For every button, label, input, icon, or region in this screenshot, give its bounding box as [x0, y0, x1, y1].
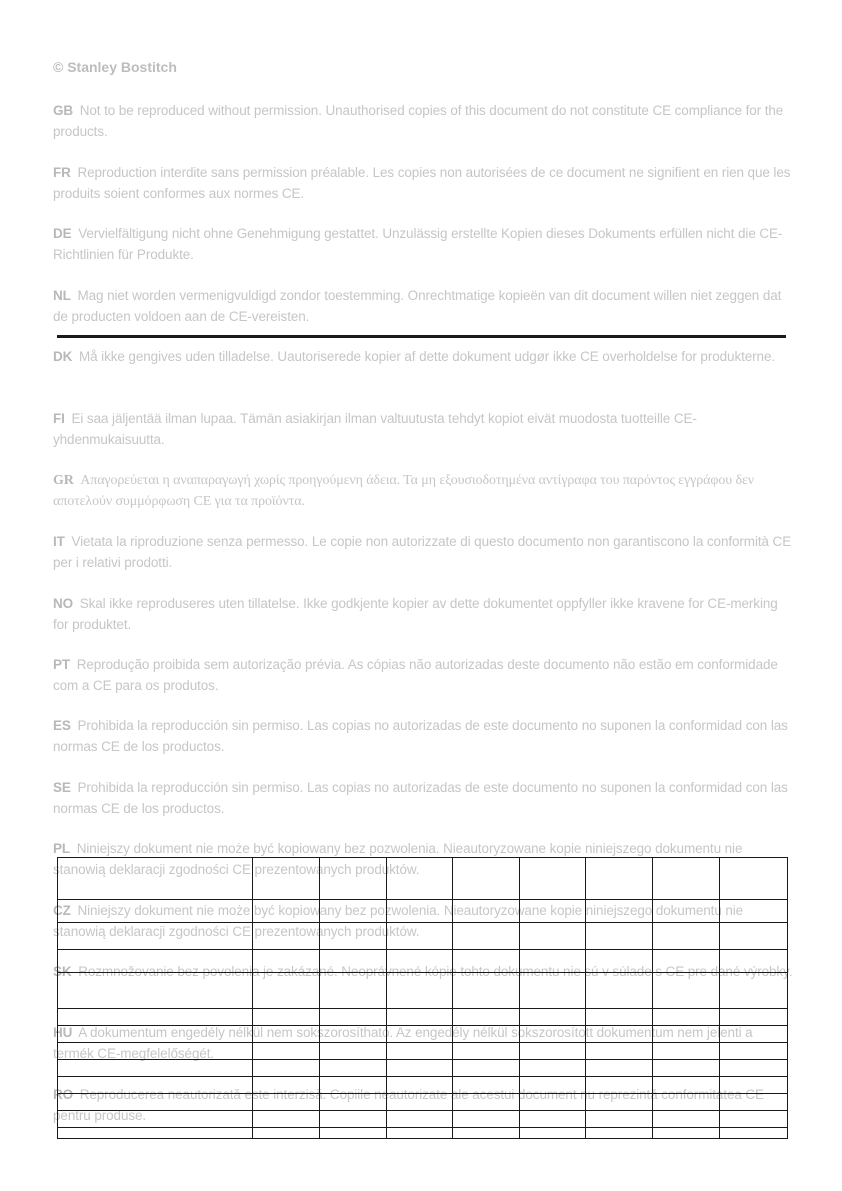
notice-text: Rozmnožovanie bez povolenia je zakázané. Neoprávnené kópie tohto dokumentu nie sú v súlade s CE pre dané výrobky.: [78, 964, 793, 979]
language-code: NO: [53, 596, 74, 611]
table-row: [58, 1094, 788, 1111]
notice-text: Reproduction interdite sans permission préalable. Les copies non autorisées de ce document ne signifient en rien que les produits soient conformes aux normes CE.: [53, 165, 791, 201]
notice-text: A dokumentum engedély nélkül nem sokszorosítható. Az engedély nélkül sokszorosított dokumentum nem jelenti a termék CE-megfelelőségét.: [53, 1025, 753, 1061]
notice-dk: [53, 347, 793, 368]
table-row: [58, 1009, 788, 1026]
language-code: FR: [53, 165, 71, 180]
notice-pt: [53, 655, 793, 696]
notice-text: Not to be reproduced without permission. Unauthorised copies of this document do not constitute CE compliance for the products.: [53, 103, 784, 139]
notice-nl: [53, 286, 793, 327]
table-row: [58, 1128, 788, 1139]
notice-text: Reprodução proibida sem autorização prévia. As cópias não autorizadas deste documento não estão em conformidade com a CE para os produtos.: [53, 657, 778, 693]
language-code: DE: [53, 226, 72, 241]
table-row: [58, 1077, 788, 1094]
language-code: SE: [53, 780, 71, 795]
language-code: CZ: [53, 903, 71, 918]
notice-text: Niniejszy dokument nie może być kopiowany bez pozwolenia. Nieautoryzowane kopie niniejszego dokumentu nie stanowią deklaracji zgodności CE prezentowanych produktów.: [53, 903, 744, 939]
notice-text: Må ikke gengives uden tilladelse. Uautoriserede kopier af dette dokument udgør ikke CE overholdelse for produkterne.: [78, 349, 776, 364]
language-code: PT: [53, 657, 71, 672]
language-code: DK: [53, 349, 73, 364]
notice-text: Reproducerea neautorizată este interzisă. Copiile neautorizate ale acestui document nu reprezintă conformitatea CE pentru produse.: [53, 1087, 764, 1123]
notice-gr: [53, 471, 793, 512]
notice-text: Vervielfältigung nicht ohne Genehmigung gestattet. Unzulässig erstellte Kopien dieses Dokuments erfüllen nicht die CE-Richtlinien für Produkte.: [53, 226, 783, 262]
table-row: [58, 1043, 788, 1060]
notice-es: [53, 716, 793, 757]
notice-text: Mag niet worden vermenigvuldigd zondor toestemming. Onrechtmatige kopieën van dit document willen niet zeggen dat de producten voldoen aan de CE-vereisten.: [53, 288, 782, 324]
notice-se: [53, 778, 793, 819]
language-code: GB: [53, 103, 74, 118]
notice-de: [53, 224, 793, 265]
language-code: HU: [53, 1025, 73, 1040]
notice-text: Skal ikke reproduseres uten tillatelse. Ikke godkjente kopier av dette dokumentet oppfyller ikke kravene for CE-merking for produktet.: [53, 596, 778, 632]
notice-text: Απαγορεύεται η αναπαραγωγή χωρίς προηγούμενη άδεια. Τα μη εξουσιοδοτημένα αντίγραφα του παρόντος εγγράφου δεν αποτελούν συμμόρφωση CE για τα προϊόντα.: [53, 473, 754, 509]
notice-fr: [53, 163, 793, 204]
table-row: [58, 923, 788, 950]
copyright-notice: © Stanley Bostitch: [53, 59, 177, 75]
table-row: [58, 1026, 788, 1043]
language-code: GR: [53, 473, 74, 488]
language-code: SK: [53, 964, 72, 979]
language-code: RO: [53, 1087, 74, 1102]
notice-gb: [53, 101, 793, 142]
table-row: [58, 1060, 788, 1077]
table-row: [58, 858, 788, 900]
notice-text: Prohibida la reproducción sin permiso. Las copias no autorizadas de este documento no suponen la conformidad con las normas CE de los productos.: [53, 780, 788, 816]
notice-fi: [53, 409, 793, 450]
table-row: [58, 973, 788, 1009]
notice-it: [53, 532, 793, 573]
notice-text: Niniejszy dokument nie może być kopiowany bez pozwolenia. Nieautoryzowane kopie niniejszego dokumentu nie stanowią deklaracji zgodności CE prezentowanych produktów.: [53, 841, 743, 877]
notice-no: [53, 594, 793, 635]
divider-rule: [57, 335, 786, 338]
empty-grid-table: [57, 857, 788, 1139]
table-row: [58, 950, 788, 973]
notice-text: Vietata la riproduzione senza permesso. Le copie non autorizzate di questo documento non garantiscono la conformità CE per i relativi prodotti.: [53, 534, 792, 570]
table-row: [58, 900, 788, 923]
language-code: IT: [53, 534, 65, 549]
language-code: FI: [53, 411, 65, 426]
language-code: NL: [53, 288, 71, 303]
notice-text: Ei saa jäljentää ilman lupaa. Tämän asiakirjan ilman valtuutusta tehdyt kopiot eivät muodosta tuotteille CE-yhdenmukaisuutta.: [53, 411, 697, 447]
table-row: [58, 1111, 788, 1128]
notice-text: Prohibida la reproducción sin permiso. Las copias no autorizadas de este documento no suponen la conformidad con las normas CE de los productos.: [53, 718, 788, 754]
language-code: PL: [53, 841, 71, 856]
language-code: ES: [53, 718, 71, 733]
